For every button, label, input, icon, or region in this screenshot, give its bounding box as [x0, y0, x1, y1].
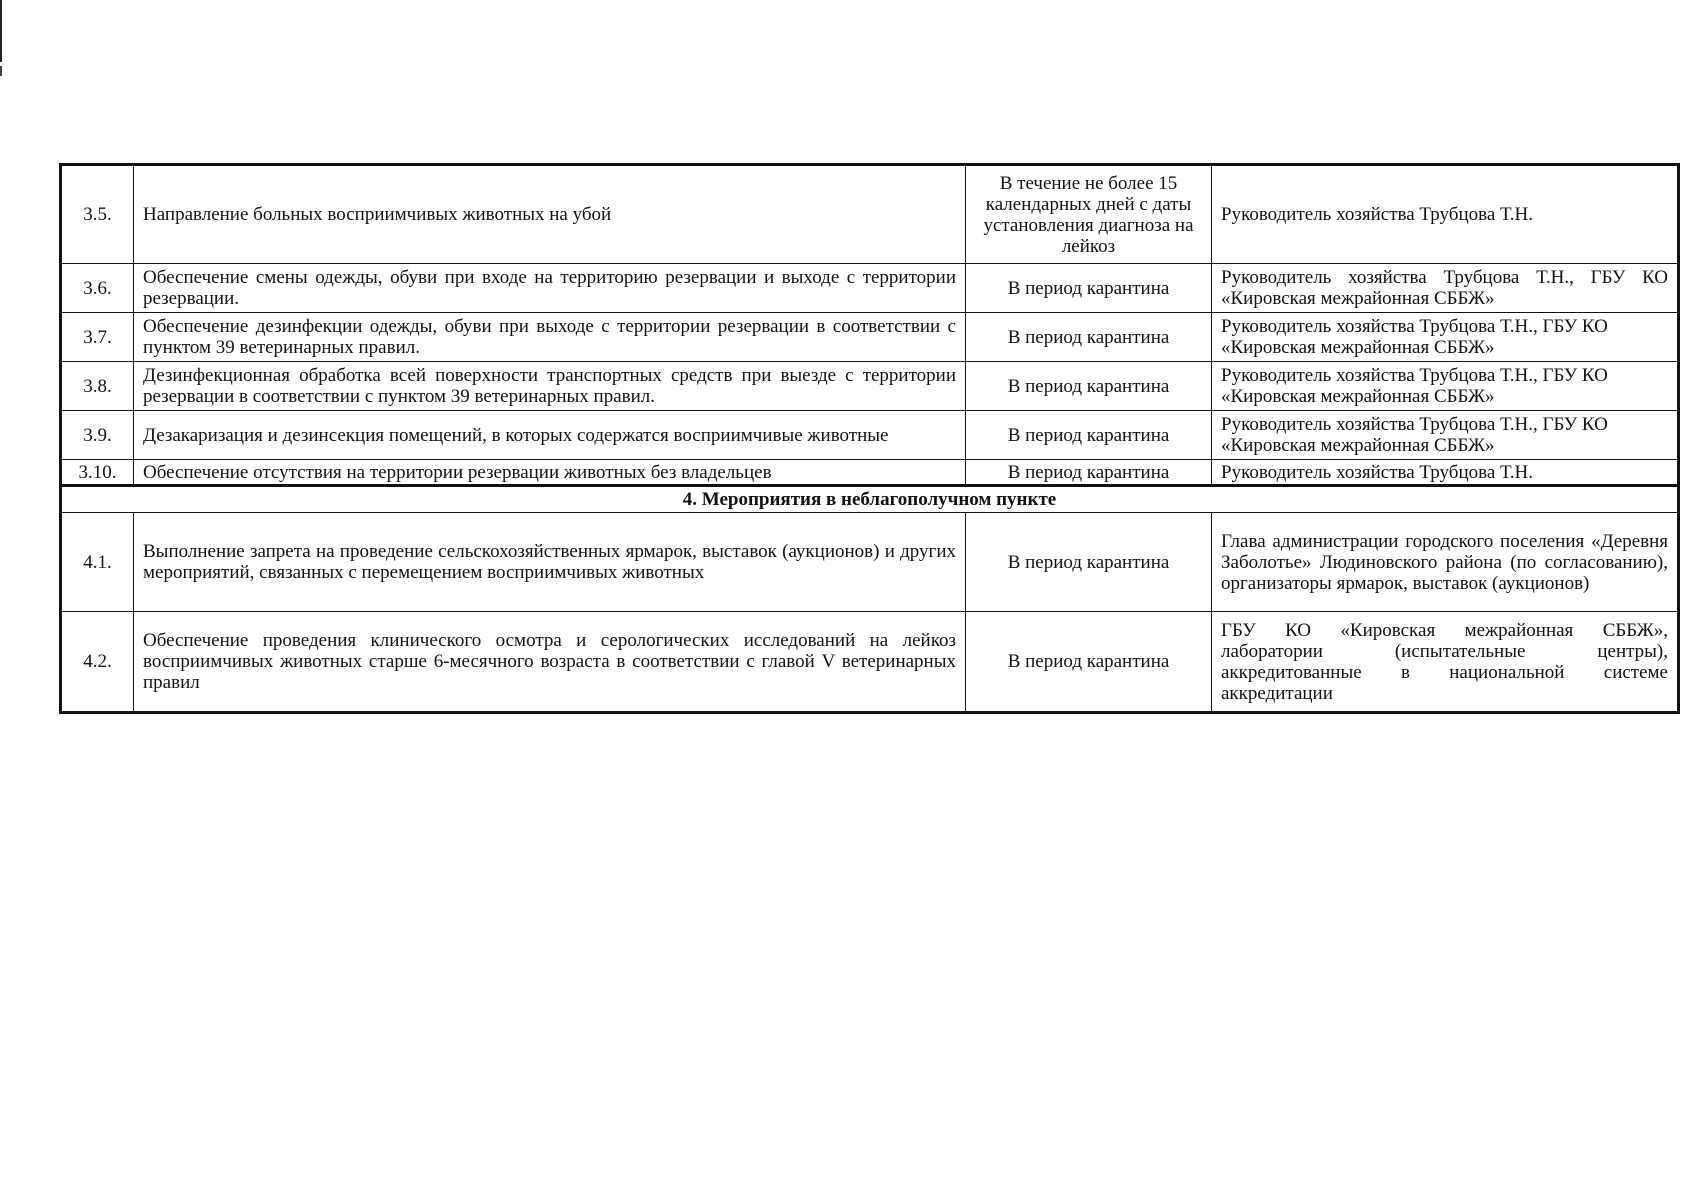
row-responsible: Руководитель хозяйства Трубцова Т.Н., ГБУ КО «Кировская межрайонная СББЖ» — [1212, 362, 1679, 411]
table-row — [61, 313, 1679, 362]
row-responsible: Глава администрации городского поселения «Деревня Заболотье» Людиновского района (по согласованию), организаторы ярмарок, выставок (аукционов) — [1212, 513, 1679, 612]
row-number: 4.1. — [61, 513, 134, 612]
row-event: Обеспечение проведения клинического осмотра и серологических исследований на лейкоз восприимчивых животных старше 6-месячного возраста в соответствии с главой V ветеринарных правил — [134, 612, 966, 713]
row-number: 3.10. — [61, 460, 134, 486]
row-responsible: Руководитель хозяйства Трубцова Т.Н. — [1212, 460, 1679, 486]
row-event: Дезинфекционная обработка всей поверхности транспортных средств при выезде с территории резервации в соответствии с пунктом 39 ветеринарных правил. — [134, 362, 966, 411]
row-responsible: Руководитель хозяйства Трубцова Т.Н., ГБУ КО «Кировская межрайонная СББЖ» — [1212, 313, 1679, 362]
table-row — [61, 264, 1679, 313]
section-heading-row — [61, 486, 1679, 513]
row-responsible: Руководитель хозяйства Трубцова Т.Н., ГБУ КО «Кировская межрайонная СББЖ» — [1212, 264, 1679, 313]
row-event: Обеспечение дезинфекции одежды, обуви при выходе с территории резервации в соответствии с пунктом 39 ветеринарных правил. — [134, 313, 966, 362]
row-responsible: ГБУ КО «Кировская межрайонная СББЖ», лаборатории (испытательные центры), аккредитованные в национальной системе аккредитации — [1212, 612, 1679, 713]
row-term: В период карантина — [966, 513, 1212, 612]
table-row — [61, 460, 1679, 486]
row-term: В период карантина — [966, 313, 1212, 362]
row-number: 4.2. — [61, 612, 134, 713]
section-title: 4. Мероприятия в неблагополучном пункте — [61, 486, 1679, 513]
table-row — [61, 513, 1679, 612]
row-responsible: Руководитель хозяйства Трубцова Т.Н., ГБУ КО «Кировская межрайонная СББЖ» — [1212, 411, 1679, 460]
row-term: В период карантина — [966, 362, 1212, 411]
row-number: 3.8. — [61, 362, 134, 411]
row-term: В период карантина — [966, 411, 1212, 460]
table-row — [61, 165, 1679, 264]
measures-table — [59, 163, 1680, 714]
row-event: Обеспечение смены одежды, обуви при входе на территорию резервации и выходе с территории резервации. — [134, 264, 966, 313]
row-responsible: Руководитель хозяйства Трубцова Т.Н. — [1212, 165, 1679, 264]
row-number: 3.7. — [61, 313, 134, 362]
row-event: Выполнение запрета на проведение сельскохозяйственных ярмарок, выставок (аукционов) и других мероприятий, связанных с перемещением восприимчивых животных — [134, 513, 966, 612]
row-term: В течение не более 15 календарных дней с даты установления диагноза на лейкоз — [966, 165, 1212, 264]
row-number: 3.9. — [61, 411, 134, 460]
row-event: Направление больных восприимчивых животных на убой — [134, 165, 966, 264]
row-event: Обеспечение отсутствия на территории резервации животных без владельцев — [134, 460, 966, 486]
row-term: В период карантина — [966, 460, 1212, 486]
table-row — [61, 362, 1679, 411]
scan-edge-mark — [0, 0, 2, 62]
table-row — [61, 612, 1679, 713]
table-row — [61, 411, 1679, 460]
row-term: В период карантина — [966, 264, 1212, 313]
scan-edge-mark-lower — [0, 66, 2, 76]
row-event: Дезакаризация и дезинсекция помещений, в которых содержатся восприимчивые животные — [134, 411, 966, 460]
row-number: 3.6. — [61, 264, 134, 313]
row-number: 3.5. — [61, 165, 134, 264]
row-term: В период карантина — [966, 612, 1212, 713]
